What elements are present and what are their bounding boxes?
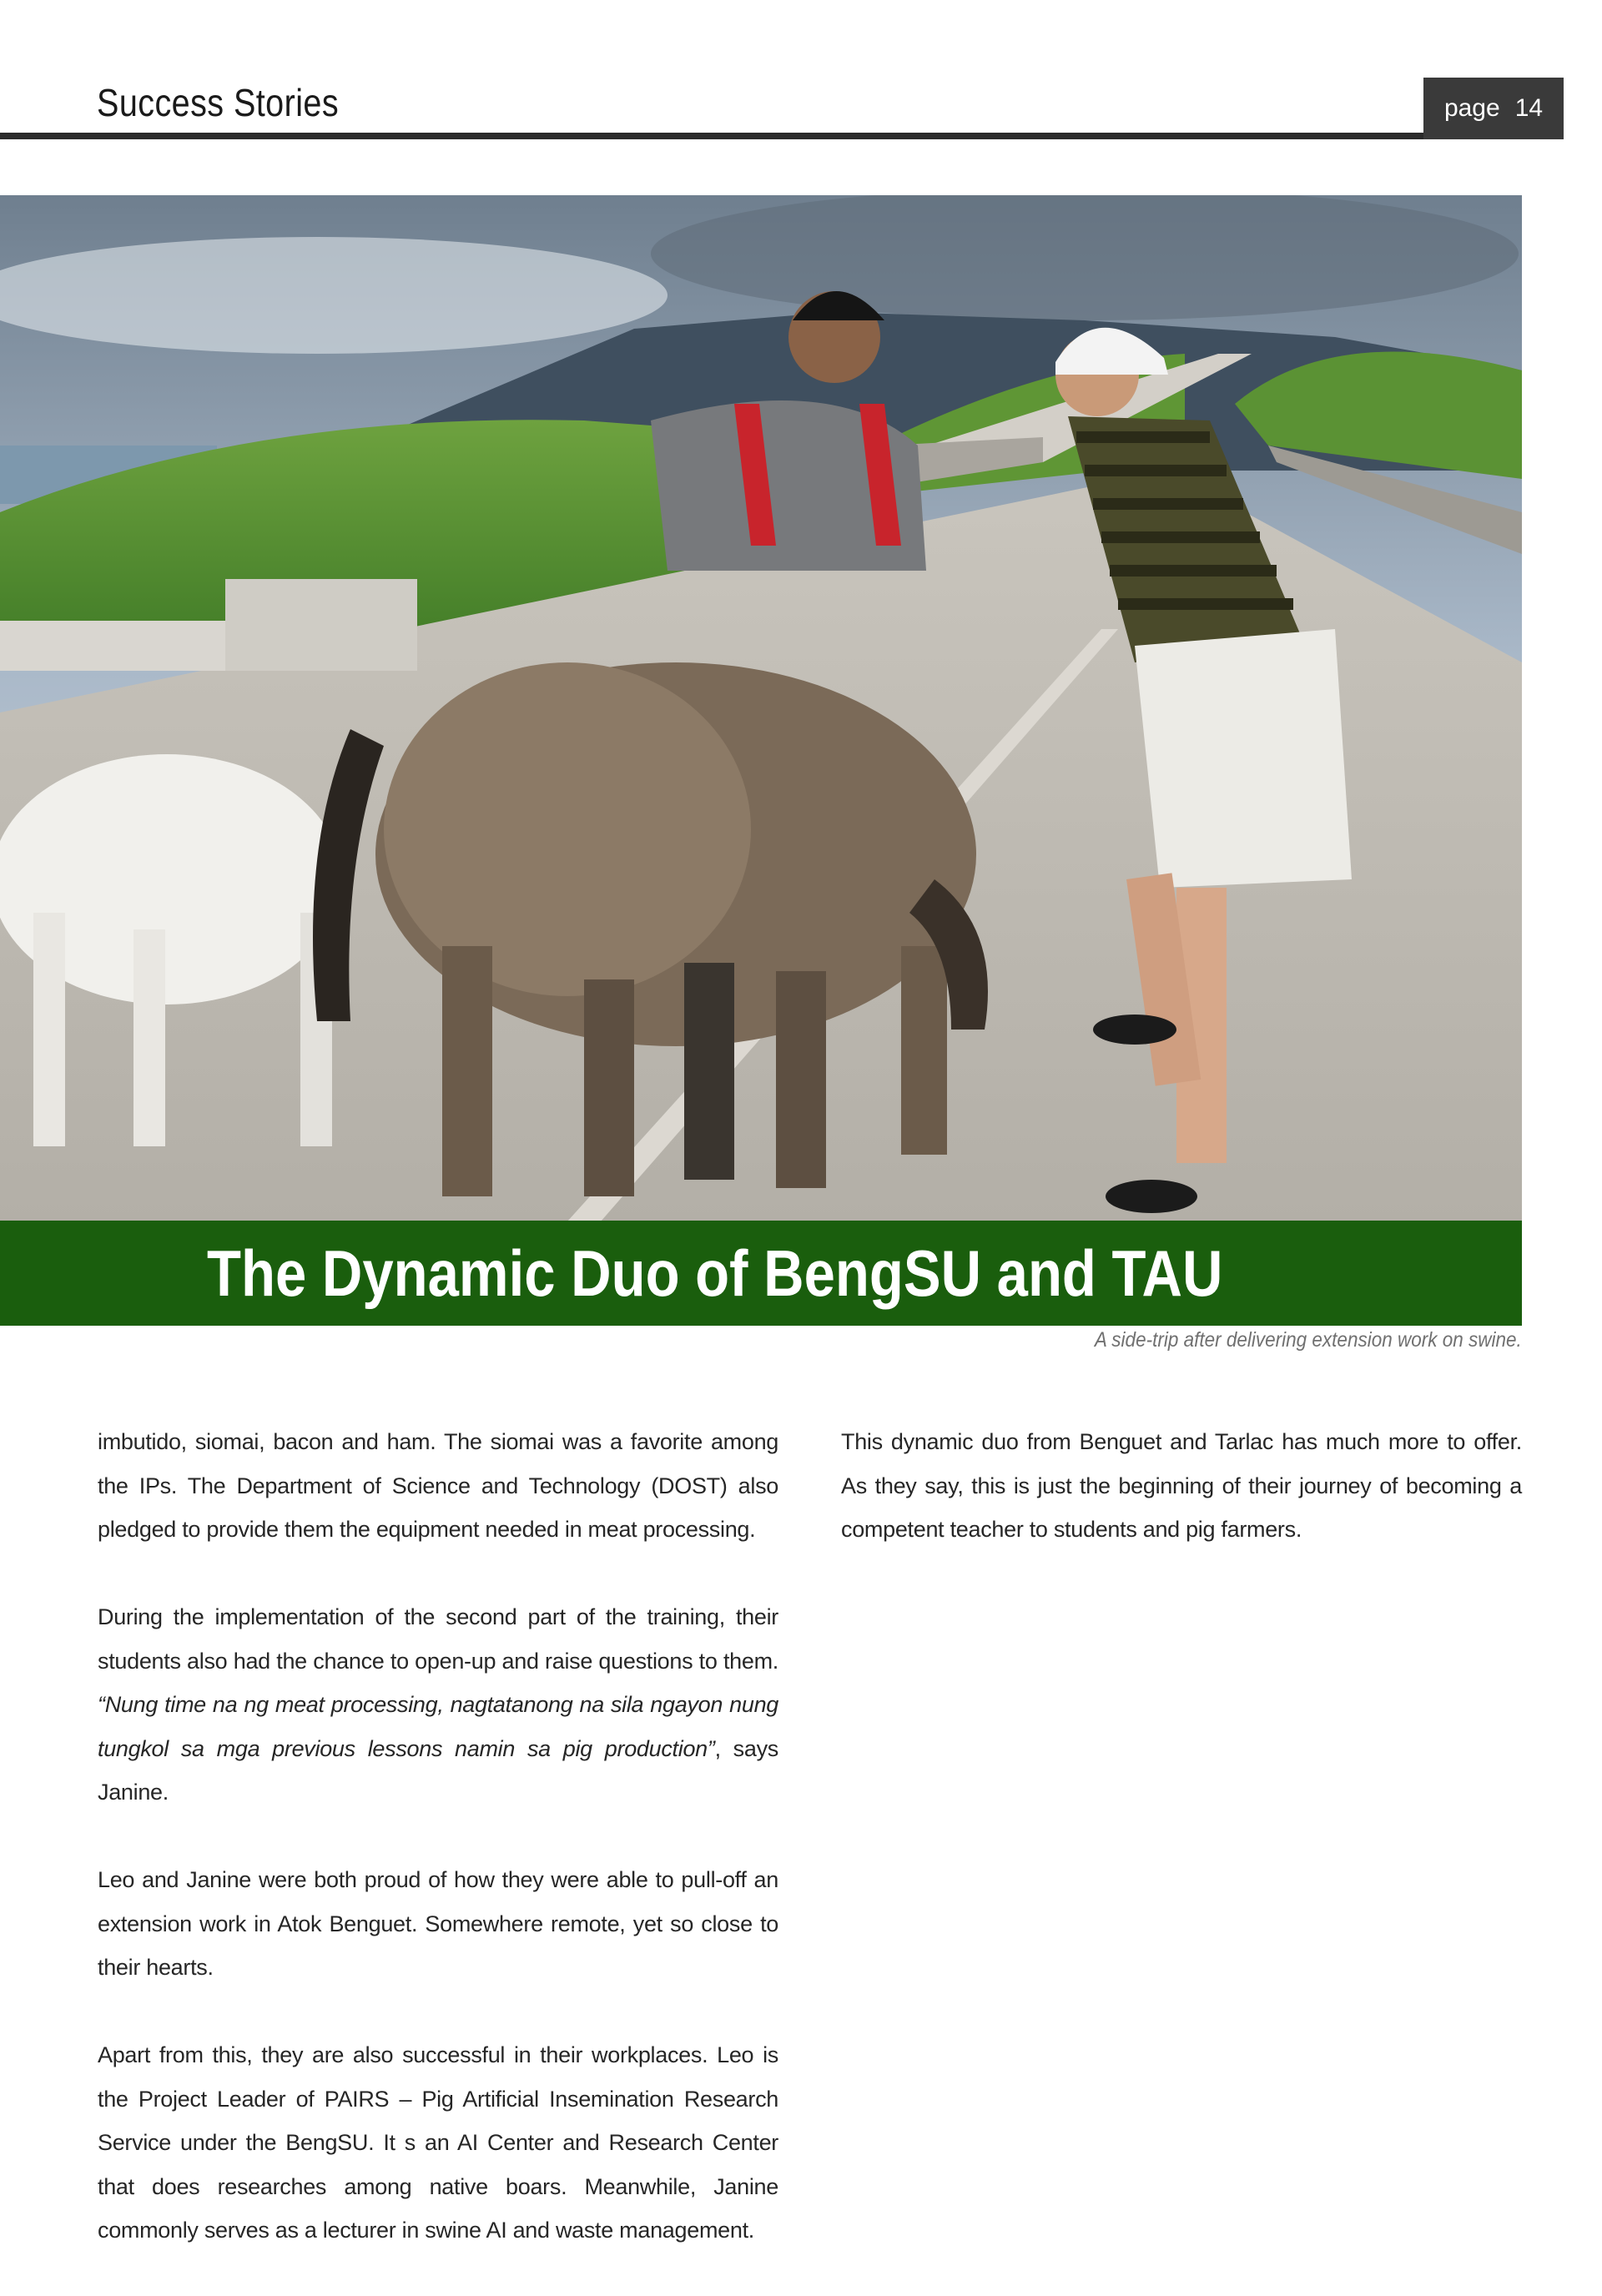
page-label: page	[1443, 94, 1500, 122]
feature-photo-illustration	[0, 195, 1522, 1221]
photo-caption: A side-trip after delivering extension work on swine.	[1095, 1328, 1522, 1352]
feature-photo	[0, 195, 1522, 1221]
right-column	[841, 1420, 1522, 1595]
article-title-band	[0, 1221, 1522, 1326]
header-rule	[0, 133, 1564, 139]
article-title: The Dynamic Duo of BengSU and TAU	[207, 1236, 1223, 1310]
left-column	[98, 1420, 778, 2296]
left-paragraph-2-quote: “Nung time na ng meat processing, nagtatanong na sila ngayon nung tungkol sa mga previous lessons namin sa pig production”	[98, 1692, 778, 1761]
left-paragraph-2-start: During the implementation of the second part of the training, their students also had the chance to open-up and raise questions to them.	[98, 1604, 778, 1674]
page-number: 14	[1514, 94, 1544, 122]
right-paragraph-1: This dynamic duo from Benguet and Tarlac has much more to offer. As they say, this is just the beginning of their journey of becoming a competent teacher to students and pig farmers.	[841, 1429, 1522, 1542]
left-paragraph-2	[98, 1595, 778, 1815]
left-paragraph-4: Apart from this, they are also successful in their workplaces. Leo is the Project Leader of PAIRS – Pig Artificial Insemination Research Service under the BengSU. It s an AI Center and Research Center that does researches among native boars. Meanwhile, Janine commonly serves as a lecturer in swine AI and waste management.	[98, 2042, 778, 2243]
left-paragraph-2-end: , says Janine.	[98, 1735, 778, 1805]
section-title: Success Stories	[97, 81, 340, 124]
left-paragraph-1: imbutido, siomai, bacon and ham. The siomai was a favorite among the IPs. The Department of Science and Technology (DOST) also pledged to provide them the equipment needed in meat processing.	[98, 1429, 778, 1542]
left-paragraph-3: Leo and Janine were both proud of how they were able to pull-off an extension work in Atok Benguet. Somewhere remote, yet so close to their hearts.	[98, 1867, 778, 1980]
page-number-box	[1423, 78, 1564, 139]
